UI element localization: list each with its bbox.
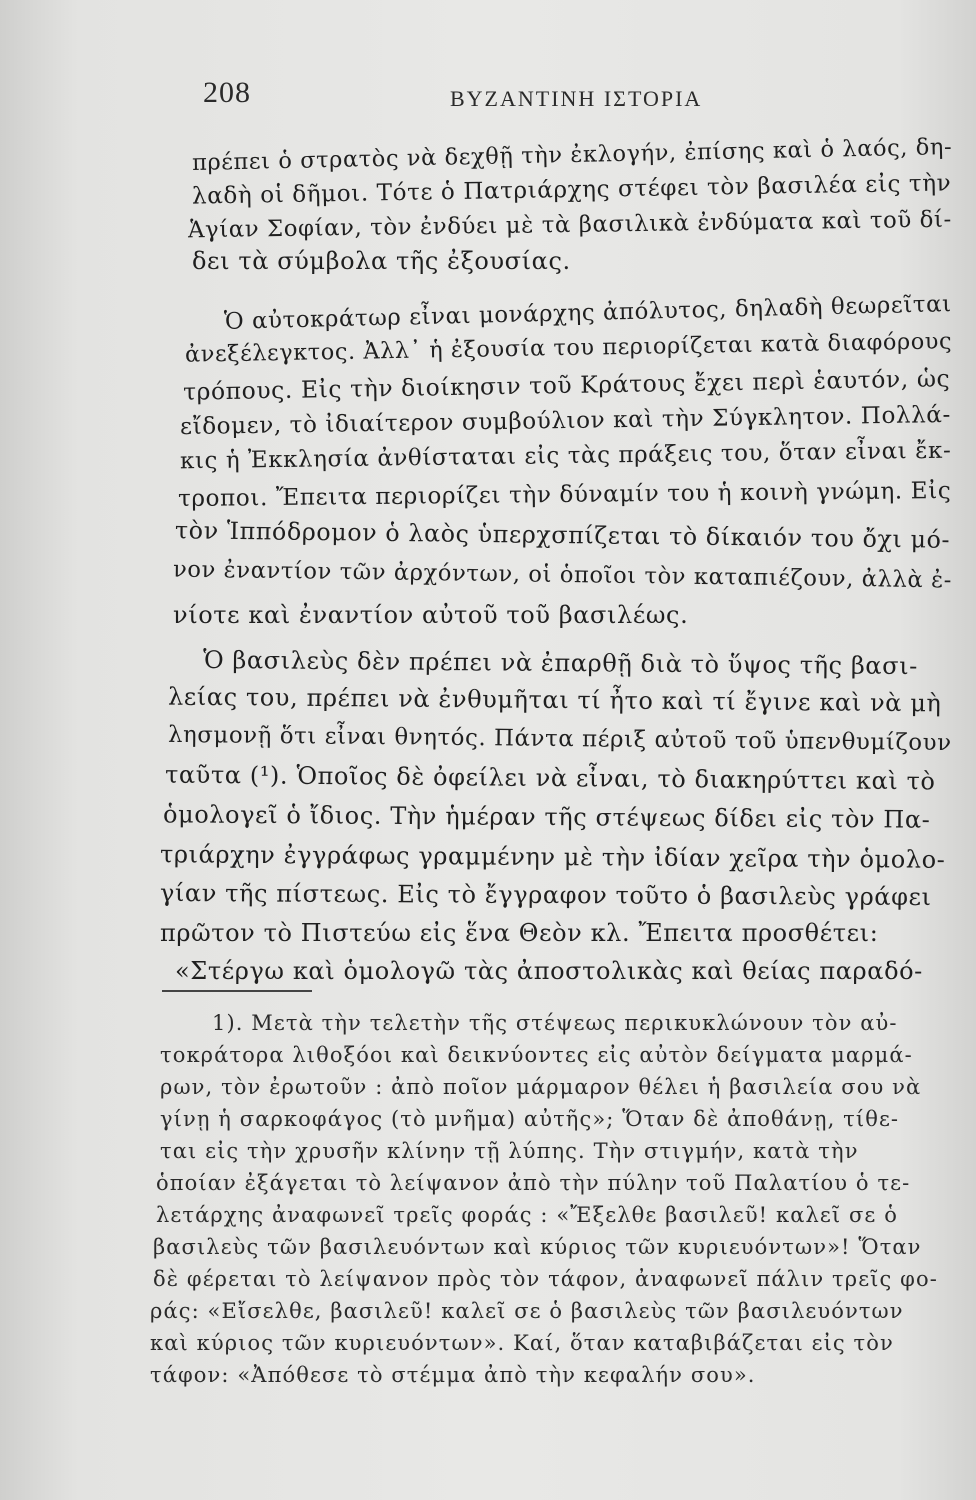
text-line: δει τὰ σύμβολα τῆς ἐξουσίας. — [192, 247, 571, 275]
page-header — [0, 72, 976, 112]
text-line: Ἁγίαν Σοφίαν, τὸν ἐνδύει μὲ τὰ βασιλικὰ ἐνδύματα καὶ τοῦ δί- — [187, 206, 952, 244]
text-line: πρέπει ὁ στρατὸς νὰ δεχθῇ τὴν ἐκλογήν, ἐπίσης καὶ ὁ λαός, δη- — [191, 134, 953, 176]
footnote-line: δὲ φέρεται τὸ λείψανον πρὸς τὸν τάφον, ἀναφωνεῖ πάλιν τρεῖς φο- — [153, 1267, 938, 1291]
footnote-line: ὁποίαν ἐξάγεται τὸ λείψανον ἀπὸ τὴν πύλην τοῦ Παλατίου ὁ τε- — [156, 1171, 911, 1195]
text-line: τροποι. Ἔπειτα περιορίζει τὴν δύναμίν του ἡ κοινὴ γνώμη. Εἰς — [177, 477, 952, 513]
footnote-line: ρων, τὸν ἐρωτοῦν : ἀπὸ ποῖον μάρμαρον θέλει ἡ βασιλεία σου νὰ — [160, 1075, 922, 1099]
text-line: λείας του, πρέπει νὰ ἐνθυμῆται τί ἦτο καὶ τί ἔγινε καὶ νὰ μὴ — [167, 682, 942, 718]
text-line: ὁμολογεῖ ὁ ἴδιος. Τὴν ἡμέραν τῆς στέψεως δίδει εἰς τὸν Πα- — [162, 800, 931, 834]
text-line: εἴδομεν, τὸ ἰδιαίτερον συμβούλιον καὶ τὴν Σύγκλητον. Πολλά- — [179, 401, 952, 441]
footnote-line: ράς: «Εἴσελθε, βασιλεῦ! καλεῖ σε ὁ βασιλεὺς τῶν βασιλευόντων — [150, 1299, 904, 1323]
text-line: λησμονῇ ὅτι εἶναι θνητός. Πάντα πέριξ αὐτοῦ τοῦ ὑπενθυμίζουν — [167, 721, 952, 757]
running-head: ΒΥΖΑΝΤΙΝΗ ΙΣΤΟΡΙΑ — [450, 86, 703, 111]
text-line: νον ἐναντίον τῶν ἀρχόντων, οἱ ὁποῖοι τὸν καταπιέζουν, ἀλλὰ ἐ- — [172, 556, 953, 594]
text-line: τριάρχην ἐγγράφως γραμμένην μὲ τὴν ἰδίαν χεῖρα τὴν ὁμολο- — [159, 840, 946, 874]
text-line: Ὁ αὐτοκράτωρ εἶναι μονάρχης ἀπόλυτος, δηλαδὴ θεωρεῖται — [223, 291, 952, 335]
text-line: Ὁ βασιλεὺς δὲν πρέπει νὰ ἐπαρθῇ διὰ τὸ ὕψος τῆς βασι- — [202, 645, 918, 681]
footnote-line: καὶ κύριος τῶν κυριευόντων». Καί, ὅταν καταβιβάζεται εἰς τὸν — [150, 1331, 894, 1355]
footnote-line: λετάρχης ἀναφωνεῖ τρεῖς φοράς : «Ἔξελθε βασιλεῦ! καλεῖ σε ὁ — [156, 1203, 898, 1227]
footnote-line: τοκράτορα λιθοξόοι καὶ δεικνύοντες εἰς αὐτὸν δείγματα μαρμά- — [160, 1043, 913, 1067]
footnote-line: τάφον: «Ἀπόθεσε τὸ στέμμα ἀπὸ τὴν κεφαλήν σου». — [150, 1363, 756, 1387]
footnote-line: γίνῃ ἡ σαρκοφάγος (τὸ μνῆμα) αὐτῆς»; Ὅταν δὲ ἀποθάνῃ, τίθε- — [160, 1107, 900, 1131]
page-number: 208 — [203, 76, 251, 109]
text-line: κις ἡ Ἐκκλησία ἀνθίσταται εἰς τὰς πράξεις του, ὅταν εἶναι ἔκ- — [179, 437, 952, 475]
text-line: ταῦτα (¹). Ὁποῖος δὲ ὀφείλει νὰ εἶναι, τὸ διακηρύττει καὶ τὸ — [164, 760, 936, 796]
text-line: πρῶτον τὸ Πιστεύω εἰς ἕνα Θεὸν κλ. Ἔπειτα προσθέτει: — [160, 919, 879, 947]
text-line: νίοτε καὶ ἐναντίον αὐτοῦ τοῦ βασιλέως. — [173, 601, 689, 629]
text-line: γίαν τῆς πίστεως. Εἰς τὸ ἔγγραφον τοῦτο ὁ βασιλεὺς γράφει — [159, 878, 932, 912]
footnote-rule — [162, 990, 312, 992]
text-line: τρόπους. Εἰς τὴν διοίκησιν τοῦ Κράτους ἔχει περὶ ἑαυτόν, ὡς — [182, 364, 951, 406]
text-line: ἀνεξέλεγκτος. Ἀλλ᾽ ἡ ἐξουσία του περιορίζεται κατὰ διαφόρους — [184, 328, 953, 368]
text-line: τὸν Ἱππόδρομον ὁ λαὸς ὑπερχσπίζεται τὸ δίκαιόν του ὄχι μό- — [174, 516, 951, 554]
footnote-line: ται εἰς τὴν χρυσῆν κλίνην τῇ λύπης. Τὴν στιγμήν, κατὰ τὴν — [160, 1139, 859, 1163]
footnote-line: 1). Μετὰ τὴν τελετὴν τῆς στέψεως περικυκλώνουν τὸν αὐ- — [212, 1011, 898, 1035]
text-line: «Στέργω καὶ ὁμολογῶ τὰς ἀποστολικὰς καὶ θείας παραδό- — [175, 957, 923, 985]
text-line: λαδὴ οἱ δῆμοι. Τότε ὁ Πατριάρχης στέφει τὸν βασιλέα εἰς τὴν — [191, 170, 952, 210]
footnote-line: βασιλεὺς τῶν βασιλευόντων καὶ κύριος τῶν κυριευόντων»! Ὅταν — [153, 1235, 922, 1259]
